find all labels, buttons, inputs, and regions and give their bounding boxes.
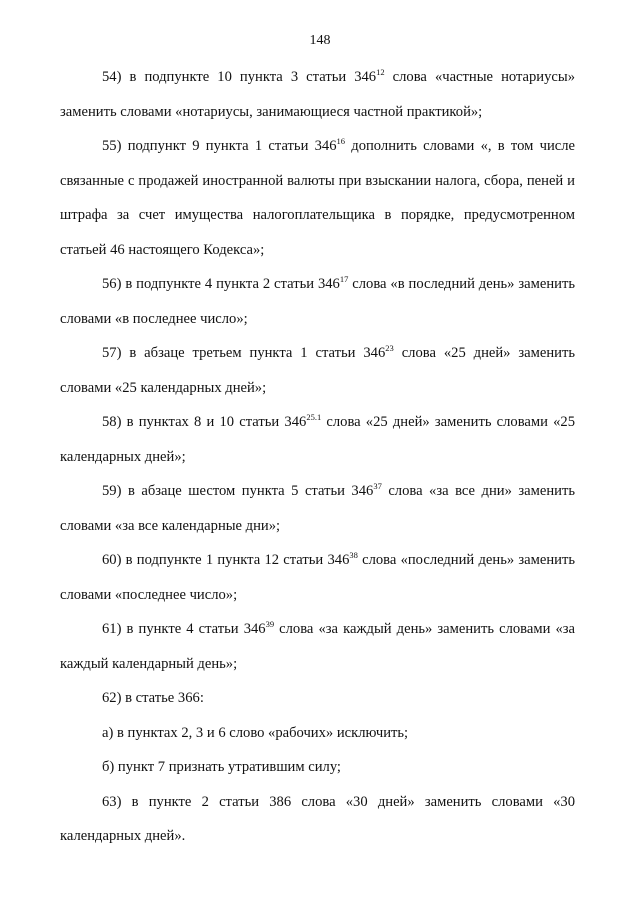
paragraph-62: 62) в статье 366: [102,690,204,706]
paragraph-62a: а) в пунктах 2, 3 и 6 слово «рабочих» исключить; [102,724,409,741]
paragraph-54: 54) в подпункте 10 пункта 3 статьи $346^{12}$ слова «частные нотариусы» заменить словами «нотариусы, занимающиеся частной практикой»; [60,67,575,120]
document-body [60,60,575,854]
paragraph-62b: б) пункт 7 признать утратившим силу; [102,759,341,775]
paragraph-55: 55) подпункт 9 пункта 1 статьи $346^{16}$ дополнить словами «, в том числе связанные с продажей иностранной валюты при взыскании налога, сбора, пеней и штрафа за счет имущества налогоплательщика в порядке, предусмотренном статьей 46 настоящего Кодекса»; [60,136,575,258]
paragraph-63: 63) в пункте 2 статьи 386 слова «30 дней» заменить словами «30 календарных дней». [60,793,575,844]
paragraph-58: 58) в пунктах 8 и 10 статьи $346^{25.1}$ слова «25 дней» заменить словами «25 календарных дней»; [60,412,575,465]
paragraph-59: 59) в абзаце шестом пункта 5 статьи $346^{37}$ слова «за все дни» заменить словами «за все календарные дни»; [60,481,575,534]
paragraph-60: 60) в подпункте 1 пункта 12 статьи $346^{38}$ слова «последний день» заменить словами «последнее число»; [60,550,575,603]
paragraph-57: 57) в абзаце третьем пункта 1 статьи $346^{23}$ слова «25 дней» заменить словами «25 календарных дней»; [60,343,575,396]
paragraph-56: 56) в подпункте 4 пункта 2 статьи $346^{17}$ слова «в последний день» заменить словами «в последнее число»; [60,274,575,327]
page-number: 148 [309,33,331,48]
paragraph-61: 61) в пункте 4 статьи $346^{39}$ слова «за каждый день» заменить словами «за каждый календарный день»; [60,619,575,672]
